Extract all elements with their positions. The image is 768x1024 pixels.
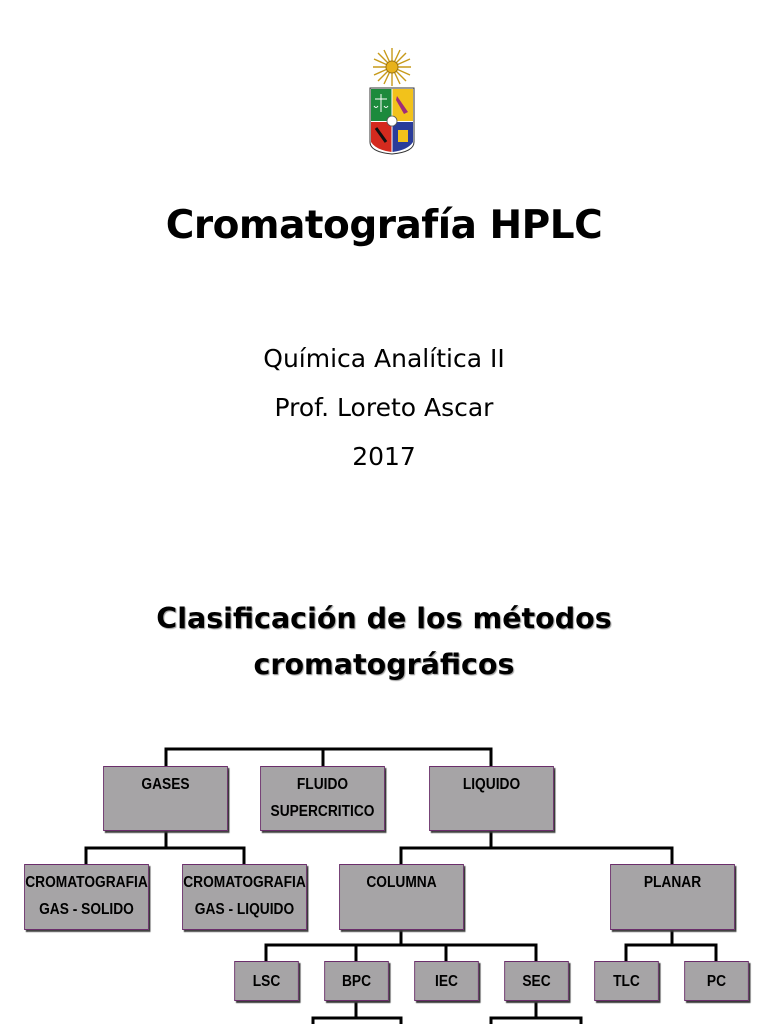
node-pc-label: PC — [706, 972, 727, 990]
slide-title: Cromatografía HPLC — [165, 203, 603, 248]
year: 2017 — [352, 442, 416, 471]
course-name: Química Analítica II — [263, 344, 505, 373]
node-tlc-label: TLC — [613, 972, 640, 990]
node-columna — [339, 864, 464, 930]
node-pc — [684, 961, 749, 1001]
node-liquido — [429, 766, 554, 831]
node-bpc-label: BPC — [341, 972, 372, 990]
node-gas-solido-label-2: GAS - SOLIDO — [39, 901, 134, 918]
node-lsc — [234, 961, 299, 1001]
node-fluido-label-2: SUPERCRITICO — [270, 803, 375, 820]
node-gas-solido — [24, 864, 149, 930]
node-iec-label: IEC — [435, 972, 458, 990]
node-columna-label: COLUMNA — [366, 874, 437, 891]
node-gas-liquido — [182, 864, 307, 930]
node-gas-liquido-label-2: GAS - LIQUIDO — [194, 901, 295, 918]
node-liquido-label: LIQUIDO — [462, 776, 521, 793]
node-gas-liquido-label-1: CROMATOGRAFIA — [183, 874, 306, 891]
node-planar — [610, 864, 735, 930]
slide-heading-line-2: cromatográficos — [253, 648, 515, 681]
classification-slide — [0, 540, 768, 1024]
node-gases-label: GASES — [141, 776, 190, 793]
node-planar-label: PLANAR — [643, 874, 702, 891]
node-iec — [414, 961, 479, 1001]
professor-name: Prof. Loreto Ascar — [274, 393, 494, 422]
node-fluido-supercritico — [260, 766, 385, 831]
university-crest-logo — [364, 46, 420, 156]
node-sec — [504, 961, 569, 1001]
node-fluido-label-1: FLUIDO — [296, 776, 349, 793]
node-gases — [103, 766, 228, 831]
node-bpc — [324, 961, 389, 1001]
node-lsc-label: LSC — [252, 972, 281, 990]
node-sec-label: SEC — [522, 972, 551, 990]
node-gas-solido-label-1: CROMATOGRAFIA — [25, 874, 148, 891]
node-tlc — [594, 961, 659, 1001]
slide-heading-line-1: Clasificación de los métodos — [156, 602, 612, 635]
